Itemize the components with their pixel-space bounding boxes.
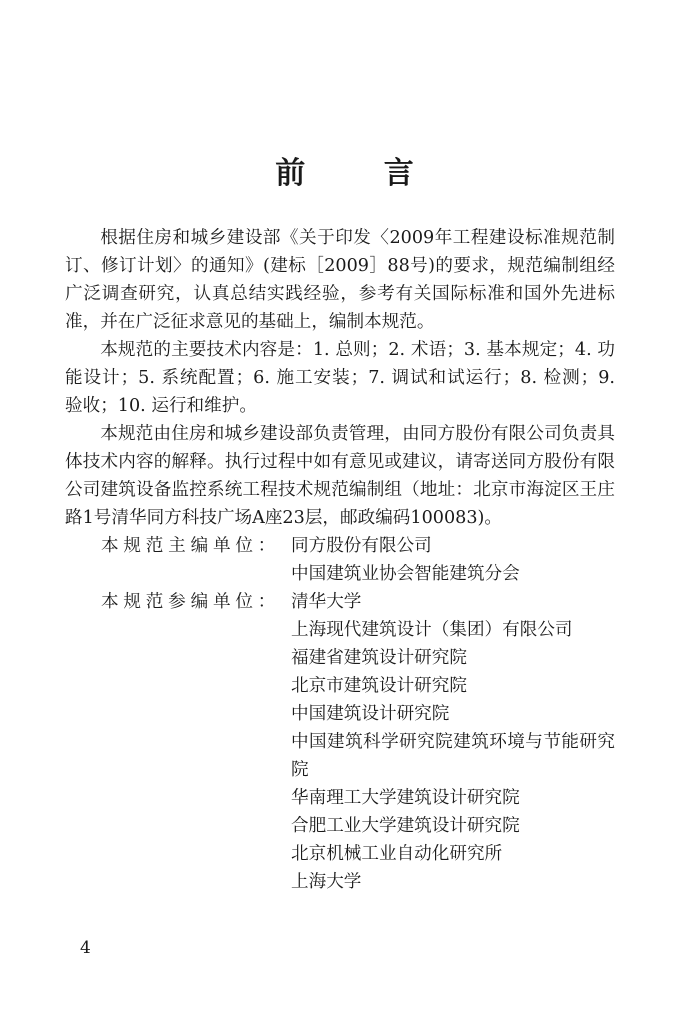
participating-unit-item: 福建省建筑设计研究院 [291,648,467,668]
page-number: 4 [80,938,91,958]
paragraph-contents: 本规范的主要技术内容是：1. 总则；2. 术语；3. 基本规定；4. 功能设计；5. 系统配置；6. 施工安装；7. 调试和试运行；8. 检测；9. 验收；10. 运行和维护。 [65,340,615,416]
participating-units-row [65,588,615,896]
participating-unit-item: 清华大学 [291,592,362,612]
participating-unit-item: 合肥工业大学建筑设计研究院 [291,816,520,836]
participating-unit-item: 上海大学 [291,872,362,892]
chief-units-list [291,532,615,588]
chief-unit-item: 中国建筑业协会智能建筑分会 [291,564,520,584]
paragraph-basis: 根据住房和城乡建设部《关于印发〈2009年工程建设标准规范制订、修订计划〉的通知》(建标［2009］88号)的要求，规范编制组经广泛调查研究，认真总结实践经验，参考有关国际标准和国外先进标准，并在广泛征求意见的基础上，编制本规范。 [65,228,615,332]
participating-units-label: 本规范参编单位： [101,592,281,612]
page-title: 前 言 [275,156,448,191]
chief-unit-item: 同方股份有限公司 [291,536,432,556]
chief-units-label: 本规范主编单位： [101,536,281,556]
participating-unit-item: 中国建筑设计研究院 [291,704,450,724]
paragraph-management: 本规范由住房和城乡建设部负责管理，由同方股份有限公司负责具体技术内容的解释。执行过程中如有意见或建议，请寄送同方股份有限公司建筑设备监控系统工程技术规范编制组（地址：北京市海淀区王庄路1号清华同方科技广场A座23层，邮政编码100083)。 [65,424,615,528]
preface-body [65,224,615,896]
participating-unit-item: 上海现代建筑设计（集团）有限公司 [291,620,573,640]
participating-unit-item: 北京市建筑设计研究院 [291,676,467,696]
participating-unit-item: 中国建筑科学研究院建筑环境与节能研究院 [291,732,615,780]
participating-unit-item: 北京机械工业自动化研究所 [291,844,503,864]
units-section [65,532,615,896]
chief-units-row [65,532,615,588]
participating-units-list [291,588,615,896]
participating-unit-item: 华南理工大学建筑设计研究院 [291,788,520,808]
